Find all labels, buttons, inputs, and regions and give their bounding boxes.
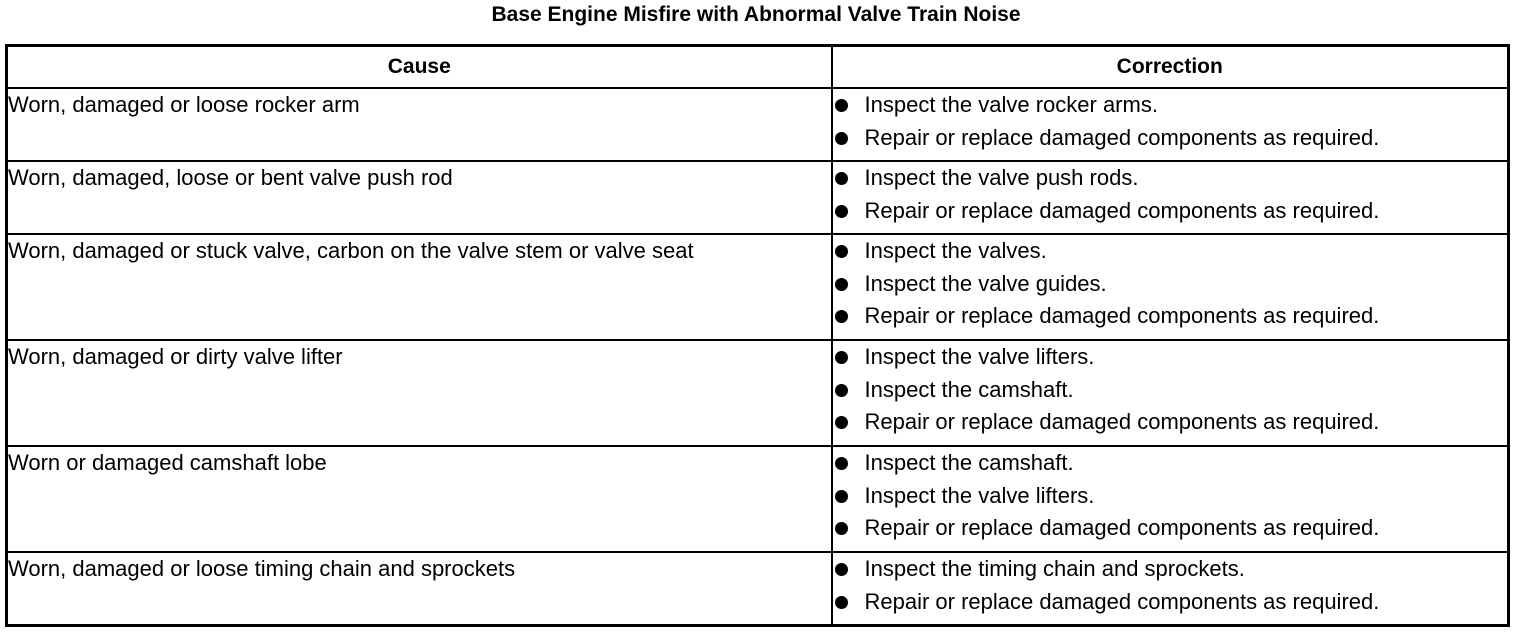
correction-cell bbox=[832, 161, 1509, 234]
cause-cell: Worn, damaged or loose timing chain and sprockets bbox=[7, 552, 832, 626]
bullet-icon bbox=[835, 99, 848, 112]
correction-cell bbox=[832, 234, 1509, 340]
bullet-icon bbox=[835, 278, 848, 291]
table-row bbox=[7, 340, 1509, 446]
correction-text: Repair or replace damaged components as required. bbox=[864, 197, 1380, 223]
correction-item bbox=[833, 341, 1508, 374]
correction-cell bbox=[832, 552, 1509, 626]
correction-text: Repair or replace damaged components as required. bbox=[864, 409, 1380, 434]
correction-text: Repair or replace damaged components as required. bbox=[864, 303, 1380, 328]
bullet-icon bbox=[835, 245, 848, 258]
cause-cell: Worn, damaged or stuck valve, carbon on the valve stem or valve seat bbox=[7, 234, 832, 340]
correction-item bbox=[833, 406, 1508, 439]
table-row bbox=[7, 552, 1509, 626]
correction-text: Inspect the valve lifters. bbox=[864, 344, 1095, 369]
bullet-icon bbox=[835, 416, 848, 429]
cause-cell: Worn, damaged or loose rocker arm bbox=[7, 88, 832, 161]
diagnostic-table bbox=[5, 44, 1510, 627]
cause-cell: Worn, damaged or dirty valve lifter bbox=[7, 340, 832, 446]
bullet-icon bbox=[835, 522, 848, 535]
correction-item bbox=[833, 374, 1508, 407]
table-body bbox=[7, 88, 1509, 626]
bullet-icon bbox=[835, 172, 848, 185]
correction-item bbox=[833, 122, 1508, 155]
correction-item bbox=[833, 89, 1508, 122]
table-row bbox=[7, 446, 1509, 552]
bullet-icon bbox=[835, 132, 848, 145]
correction-text: Repair or replace damaged components as required. bbox=[864, 124, 1380, 150]
correction-item bbox=[833, 195, 1508, 228]
bullet-icon bbox=[835, 351, 848, 364]
bullet-icon bbox=[835, 563, 848, 576]
correction-cell bbox=[832, 446, 1509, 552]
correction-list bbox=[833, 89, 1508, 154]
bullet-icon bbox=[835, 457, 848, 470]
correction-text: Inspect the valve push rods. bbox=[864, 165, 1139, 190]
table-row bbox=[7, 161, 1509, 234]
header-row bbox=[7, 46, 1509, 89]
correction-list bbox=[833, 447, 1508, 545]
cause-column-header: Cause bbox=[7, 46, 832, 89]
cause-cell: Worn or damaged camshaft lobe bbox=[7, 446, 832, 552]
correction-list bbox=[833, 235, 1508, 333]
correction-text: Inspect the camshaft. bbox=[864, 376, 1074, 402]
correction-text: Inspect the camshaft. bbox=[864, 450, 1074, 475]
bullet-icon bbox=[835, 384, 848, 397]
correction-text: Inspect the valve lifters. bbox=[864, 482, 1095, 508]
correction-item bbox=[833, 586, 1508, 619]
correction-list bbox=[833, 162, 1508, 227]
correction-column-header: Correction bbox=[832, 46, 1509, 89]
correction-item bbox=[833, 553, 1508, 586]
correction-text: Inspect the valve guides. bbox=[864, 270, 1107, 296]
correction-item bbox=[833, 480, 1508, 513]
correction-text: Inspect the timing chain and sprockets. bbox=[864, 556, 1245, 581]
correction-text: Inspect the valve rocker arms. bbox=[864, 92, 1158, 117]
correction-item bbox=[833, 162, 1508, 195]
correction-item bbox=[833, 512, 1508, 545]
correction-text: Inspect the valves. bbox=[864, 238, 1047, 263]
correction-text: Repair or replace damaged components as required. bbox=[864, 588, 1380, 614]
table-title: Base Engine Misfire with Abnormal Valve Train Noise bbox=[491, 3, 1021, 26]
correction-item bbox=[833, 447, 1508, 480]
cause-cell: Worn, damaged, loose or bent valve push rod bbox=[7, 161, 832, 234]
correction-list bbox=[833, 341, 1508, 439]
correction-item bbox=[833, 235, 1508, 268]
correction-list bbox=[833, 553, 1508, 618]
bullet-icon bbox=[835, 310, 848, 323]
correction-cell bbox=[832, 340, 1509, 446]
bullet-icon bbox=[835, 205, 848, 218]
correction-item bbox=[833, 300, 1508, 333]
correction-cell bbox=[832, 88, 1509, 161]
bullet-icon bbox=[835, 596, 848, 609]
table-row bbox=[7, 234, 1509, 340]
bullet-icon bbox=[835, 490, 848, 503]
correction-text: Repair or replace damaged components as required. bbox=[864, 515, 1380, 540]
correction-item bbox=[833, 268, 1508, 301]
table-row bbox=[7, 88, 1509, 161]
